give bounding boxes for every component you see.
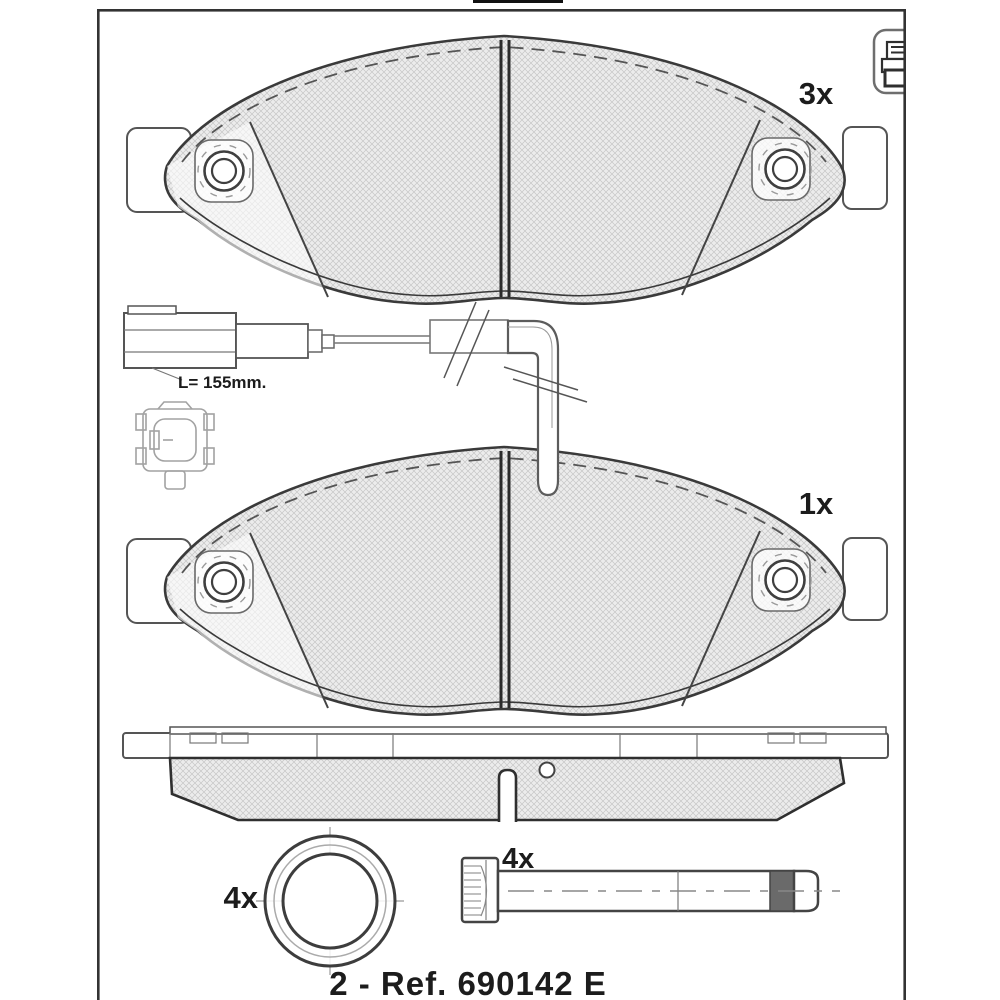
sensor-grommet-tube xyxy=(430,320,508,353)
backplate-strip xyxy=(123,733,888,758)
sensor-connector-body xyxy=(124,313,236,368)
frame-left-line xyxy=(97,9,100,1000)
ring-qty-label: 4x xyxy=(223,880,258,915)
frame-right-line xyxy=(903,9,906,1000)
sensor-length-label: L= 155mm. xyxy=(178,373,267,392)
ring-inner-circle xyxy=(283,854,377,948)
frame-top-line xyxy=(97,9,906,12)
sensor-connector-tab xyxy=(128,306,176,314)
reference-label: 2 - Ref. 690142 E xyxy=(329,965,607,1000)
bottom-pad-qty-label: 1x xyxy=(798,486,834,521)
sensor-connector-latch xyxy=(236,324,308,358)
shim-hole xyxy=(540,763,555,778)
pad-center-slot xyxy=(499,770,516,822)
scan-artifact-bar xyxy=(473,0,563,3)
sensor-connector-nub2 xyxy=(322,335,334,348)
bolt-qty-label: 4x xyxy=(502,843,535,875)
bolt-head xyxy=(462,858,498,922)
top-pad-qty-label: 3x xyxy=(798,76,834,111)
pad-side-view-with-shim xyxy=(123,727,888,822)
sensor-connector-nub xyxy=(308,330,322,352)
